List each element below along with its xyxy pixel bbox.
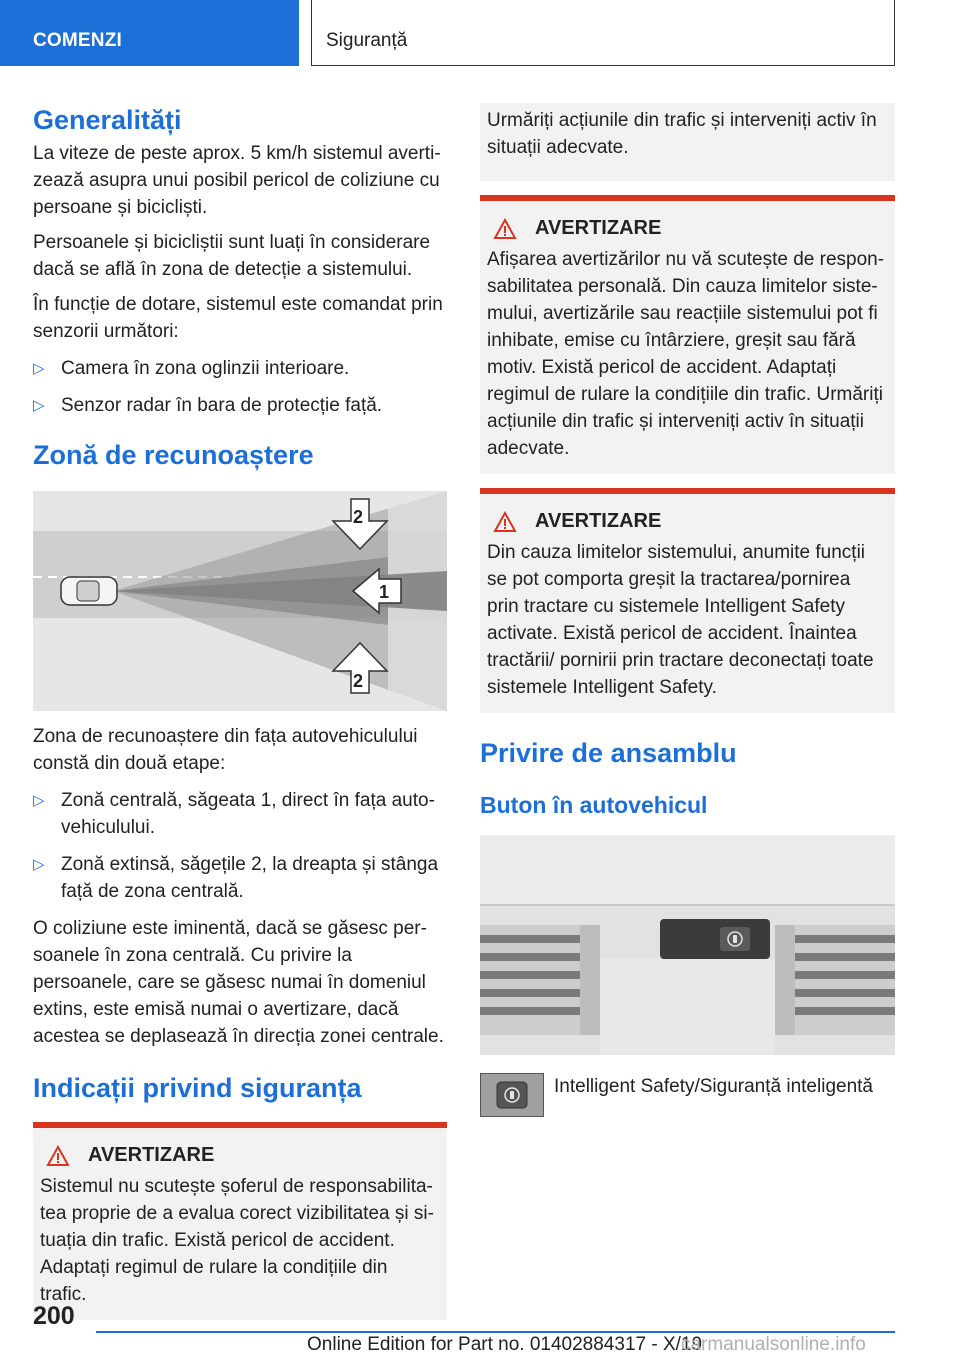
detection-zone-figure — [33, 491, 447, 711]
svg-text:2: 2 — [353, 507, 364, 527]
section-header — [311, 0, 895, 66]
zone-list — [33, 787, 447, 905]
list-item: ▷ Zonă centrală, săgeata 1, direct în fața autovehiculului. — [33, 787, 447, 841]
button-heading: Buton în autovehicul — [480, 792, 708, 818]
warning-box-3 — [480, 488, 895, 713]
overview-heading: Privire de ansamblu — [480, 738, 737, 768]
warning-triangle-icon — [46, 1145, 70, 1167]
warning-text: Din cauza limitelor sistemului, anumite funcții se pot comporta greșit la tractarea/pornirea prin tractare cu sistemele Intelligent Safety activate. Există pericol de accident. Înaintea tractării/ pornirii prin tractare deconectați toate sistemele Intelligent Safety. — [487, 542, 874, 698]
list-item: ▷ Zonă extinsă, săgețile 2, la dreapta și stânga față de zona centrală. — [33, 851, 447, 905]
sensor-list — [33, 355, 447, 419]
dashboard-photo — [480, 835, 895, 1055]
detection-zone-diagram — [33, 491, 447, 711]
warning-continuation — [480, 103, 895, 181]
page-number: 200 — [33, 1302, 75, 1330]
watermark: carmanualsonline.info — [681, 1334, 866, 1355]
general-paragraph-1: La viteze de peste aprox. 5 km/h sistemul avertizează asupra unui posibil pericol de coliziune cu persoane și bicicliști. — [33, 143, 441, 218]
general-paragraph-3: În funcție de dotare, sistemul este comandat prin senzorii următori: — [33, 294, 443, 342]
bullet-icon: ▷ — [33, 397, 45, 414]
air-vent-right — [775, 925, 895, 1035]
warning-title: AVERTIZARE — [40, 1144, 439, 1167]
bullet-icon: ▷ — [33, 792, 45, 809]
safety-heading: Indicații privind siguranța — [33, 1073, 362, 1103]
button-legend — [480, 1073, 895, 1117]
warning-title: AVERTIZARE — [487, 217, 887, 240]
general-paragraph-2: Persoanele și bicicliștii sunt luați în considerare dacă se află în zona de detecție a sistemului. — [33, 232, 431, 280]
left-column — [33, 100, 447, 1320]
right-column — [480, 103, 895, 1117]
footer-divider — [96, 1331, 895, 1333]
button-caption: Intelligent Safety/Siguranță inteligentă — [554, 1076, 873, 1097]
bullet-icon: ▷ — [33, 360, 45, 377]
bullet-icon: ▷ — [33, 856, 45, 873]
warning-triangle-icon — [493, 218, 517, 240]
list-item: ▷ Senzor radar în bara de protecție față. — [33, 392, 447, 419]
warning-triangle-icon — [493, 511, 517, 533]
list-item: ▷ Camera în zona oglinzii interioare. — [33, 355, 447, 382]
chapter-label: COMENZI — [33, 30, 123, 51]
intelligent-safety-button — [720, 927, 750, 951]
intelligent-safety-icon — [480, 1073, 544, 1117]
warning-box-1 — [33, 1122, 447, 1320]
zone-paragraph-2: O coliziune este iminentă, dacă se găsesc persoanele în zona centrală. Cu privire la persoanele, care se găsesc numai în domeniul extins, este emisă numai o avertizare, dacă acestea se deplasează în direcția zonei centrale. — [33, 918, 444, 1047]
zone-paragraph-1: Zona de recunoaștere din fața autovehiculului constă din două etape: — [33, 726, 418, 774]
svg-text:2: 2 — [353, 671, 364, 691]
warning-text: Sistemul nu scutește șoferul de responsabilitatea proprie de a evalua corect vizibilitatea și situația din trafic. Există pericol de accident. Adaptați regimul de rulare la condițiile din trafic. — [40, 1176, 434, 1305]
air-vent-left — [480, 925, 600, 1035]
warning-box-2 — [480, 195, 895, 474]
warning-text: Afișarea avertizărilor nu vă scutește de responsabilitatea personală. Din cauza limitelor sistemului, avertizările sau reacțiile sistemului pot fi inhibate, emise cu întârziere, greșit sau fără motiv. Există pericol de accident. Adaptați regimul de rulare la condițiile din trafic. Urmăriți acțiunile din trafic și interveniți activ în situații adecvate. — [487, 249, 885, 459]
button-photo — [480, 835, 895, 1055]
warning-title: AVERTIZARE — [487, 510, 887, 533]
general-heading: Generalități — [33, 105, 182, 135]
chapter-tab — [0, 0, 299, 66]
edition-text: Online Edition for Part no. 01402884317 - X/19 — [307, 1334, 703, 1355]
section-label: Siguranță — [326, 30, 408, 51]
continuation-text: Urmăriți acțiunile din trafic și interveniți activ în situații adecvate. — [487, 110, 877, 158]
svg-text:1: 1 — [379, 582, 390, 602]
car-icon — [61, 577, 117, 605]
zone-heading: Zonă de recunoaștere — [33, 440, 314, 470]
